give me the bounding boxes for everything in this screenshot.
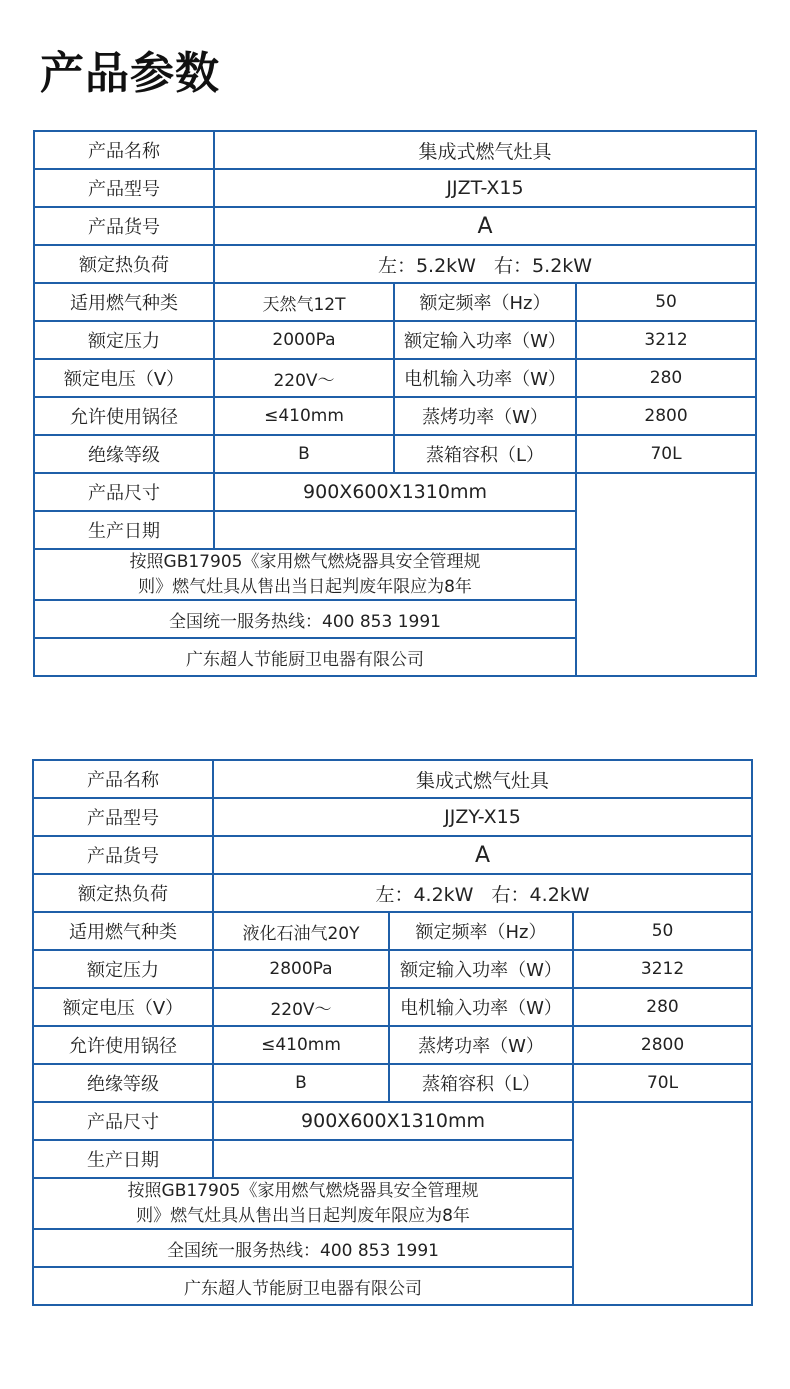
input-power-value: 3212: [576, 321, 756, 359]
gas-type-value: 液化石油气20Y: [213, 912, 389, 950]
table-row: [33, 836, 752, 874]
input-power-label: 额定输入功率（W）: [394, 321, 576, 359]
heat-load-value: 左：4.2kW 右：4.2kW: [213, 874, 752, 912]
input-power-value: 3212: [573, 950, 752, 988]
spec-table-lpg: [32, 759, 753, 1306]
steam-volume-label: 蒸箱容积（L）: [389, 1064, 573, 1102]
sku-value: A: [214, 207, 756, 245]
pressure-label: 额定压力: [34, 321, 214, 359]
table-row: [34, 435, 756, 473]
steam-volume-label: 蒸箱容积（L）: [394, 435, 576, 473]
service-hotline: 全国统一服务热线：400 853 1991: [34, 600, 576, 638]
scrap-life-note-line: 按照GB17905《家用燃气燃烧器具安全管理规: [129, 552, 481, 572]
table-row: [34, 207, 756, 245]
frequency-value: 50: [573, 912, 752, 950]
blank-cell: [573, 1102, 752, 1305]
gas-type-label: 适用燃气种类: [34, 283, 214, 321]
service-hotline: 全国统一服务热线：400 853 1991: [33, 1229, 573, 1267]
sku-value: A: [213, 836, 752, 874]
gas-type-value: 天然气12T: [214, 283, 394, 321]
table-row: [33, 988, 752, 1026]
frequency-value: 50: [576, 283, 756, 321]
spec-table-natural-gas: [33, 130, 757, 677]
table-row: [33, 760, 752, 798]
voltage-value: 220V～: [213, 988, 389, 1026]
pot-diameter-label: 允许使用锅径: [34, 397, 214, 435]
sku-label: 产品货号: [34, 207, 214, 245]
table-row: [33, 874, 752, 912]
heat-load-value: 左：5.2kW 右：5.2kW: [214, 245, 756, 283]
table-row: [33, 798, 752, 836]
heat-load-label: 额定热负荷: [33, 874, 213, 912]
steam-power-label: 蒸烤功率（W）: [389, 1026, 573, 1064]
table-row: [34, 131, 756, 169]
size-value: 900X600X1310mm: [213, 1102, 573, 1140]
table-row: [34, 245, 756, 283]
input-power-label: 额定输入功率（W）: [389, 950, 573, 988]
product-name-value: 集成式燃气灶具: [214, 131, 756, 169]
table-row: [34, 169, 756, 207]
model-label: 产品型号: [34, 169, 214, 207]
production-date-label: 生产日期: [33, 1140, 213, 1178]
table-row: [33, 1102, 752, 1140]
scrap-life-note-line: 则》燃气灶具从售出当日起判废年限应为8年: [138, 576, 472, 597]
scrap-life-note-line: 则》燃气灶具从售出当日起判废年限应为8年: [136, 1205, 470, 1226]
pot-diameter-label: 允许使用锅径: [33, 1026, 213, 1064]
insulation-label: 绝缘等级: [34, 435, 214, 473]
gas-type-label: 适用燃气种类: [33, 912, 213, 950]
frequency-label: 额定频率（Hz）: [394, 283, 576, 321]
sku-label: 产品货号: [33, 836, 213, 874]
table-row: [33, 1064, 752, 1102]
product-name-label: 产品名称: [33, 760, 213, 798]
size-label: 产品尺寸: [34, 473, 214, 511]
page-title: 产品参数: [40, 48, 220, 99]
frequency-label: 额定频率（Hz）: [389, 912, 573, 950]
voltage-label: 额定电压（V）: [34, 359, 214, 397]
table-row: [33, 912, 752, 950]
size-value: 900X600X1310mm: [214, 473, 576, 511]
steam-volume-value: 70L: [576, 435, 756, 473]
heat-load-label: 额定热负荷: [34, 245, 214, 283]
insulation-label: 绝缘等级: [33, 1064, 213, 1102]
insulation-value: B: [214, 435, 394, 473]
table-row: [34, 283, 756, 321]
company-name: 广东超人节能厨卫电器有限公司: [33, 1267, 573, 1305]
steam-power-value: 2800: [573, 1026, 752, 1064]
steam-power-label: 蒸烤功率（W）: [394, 397, 576, 435]
motor-power-label: 电机输入功率（W）: [394, 359, 576, 397]
model-value: JJZY-X15: [213, 798, 752, 836]
voltage-label: 额定电压（V）: [33, 988, 213, 1026]
product-name-label: 产品名称: [34, 131, 214, 169]
pressure-value: 2800Pa: [213, 950, 389, 988]
pressure-label: 额定压力: [33, 950, 213, 988]
production-date-label: 生产日期: [34, 511, 214, 549]
pot-diameter-value: ≤410mm: [214, 397, 394, 435]
size-label: 产品尺寸: [33, 1102, 213, 1140]
table-row: [34, 397, 756, 435]
table-row: [34, 473, 756, 511]
model-value: JJZT-X15: [214, 169, 756, 207]
scrap-life-note: [33, 1178, 573, 1229]
scrap-life-note-line: 按照GB17905《家用燃气燃烧器具安全管理规: [127, 1181, 479, 1201]
scrap-life-note: [34, 549, 576, 600]
product-name-value: 集成式燃气灶具: [213, 760, 752, 798]
steam-volume-value: 70L: [573, 1064, 752, 1102]
table-row: [33, 950, 752, 988]
motor-power-value: 280: [573, 988, 752, 1026]
model-label: 产品型号: [33, 798, 213, 836]
motor-power-label: 电机输入功率（W）: [389, 988, 573, 1026]
table-row: [34, 321, 756, 359]
insulation-value: B: [213, 1064, 389, 1102]
company-name: 广东超人节能厨卫电器有限公司: [34, 638, 576, 676]
steam-power-value: 2800: [576, 397, 756, 435]
production-date-value: [214, 511, 576, 549]
motor-power-value: 280: [576, 359, 756, 397]
pressure-value: 2000Pa: [214, 321, 394, 359]
table-row: [34, 359, 756, 397]
blank-cell: [576, 473, 756, 676]
table-row: [33, 1026, 752, 1064]
pot-diameter-value: ≤410mm: [213, 1026, 389, 1064]
voltage-value: 220V～: [214, 359, 394, 397]
production-date-value: [213, 1140, 573, 1178]
